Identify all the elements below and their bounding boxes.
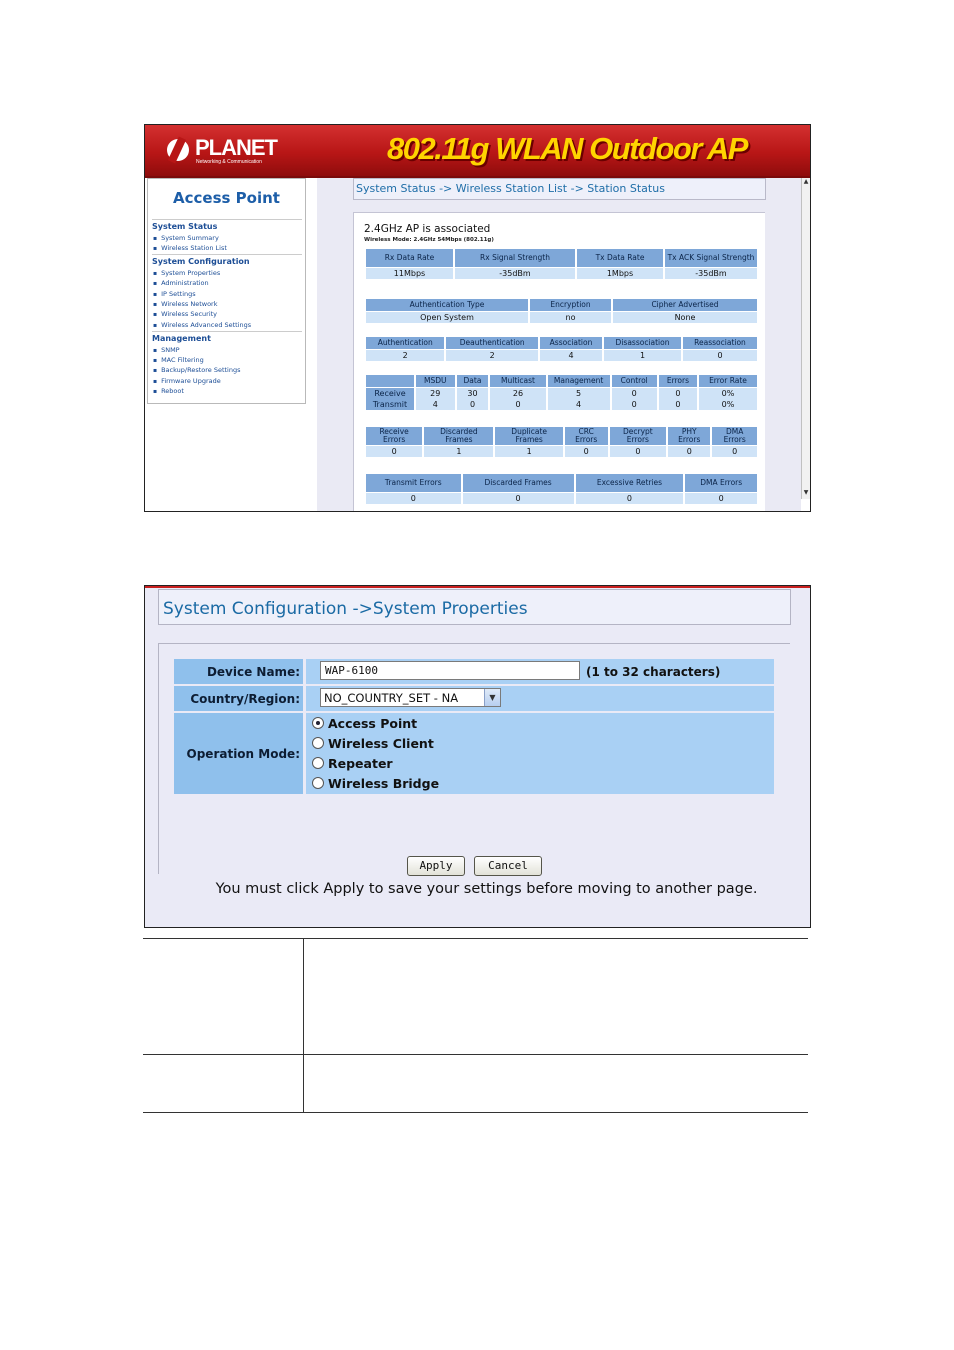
logo-text: PLANET	[195, 135, 277, 160]
divider	[152, 331, 302, 332]
table-cell: 0%	[699, 399, 757, 410]
divider	[303, 938, 304, 1112]
table-cell: 0	[659, 388, 697, 399]
vertical-scrollbar[interactable]	[801, 178, 810, 499]
country-region-cell	[306, 686, 774, 711]
header-msdu: MSDU	[416, 375, 455, 388]
divider	[143, 1112, 808, 1113]
header-encryption: Encryption	[530, 299, 611, 312]
sidebar-item-ip-settings[interactable]: ▪ IP Settings	[153, 290, 196, 298]
header-multicast: Multicast	[490, 375, 545, 388]
table-cell: 26	[490, 388, 545, 399]
header-excessive-retries: Excessive Retries	[576, 474, 684, 493]
value-tx-data-rate: 1Mbps	[577, 268, 663, 279]
country-region-label: Country/Region:	[174, 686, 303, 711]
value-deauthentication: 2	[446, 350, 538, 361]
header-authentication: Authentication	[366, 337, 444, 350]
sidebar-title: Access Point	[173, 189, 280, 207]
product-title: 802.11g WLAN Outdoor AP	[387, 131, 747, 166]
header-banner	[145, 125, 810, 178]
header-control: Control	[612, 375, 657, 388]
table-cell: 0	[565, 446, 608, 457]
radio-wireless-bridge[interactable]	[312, 776, 439, 796]
divider	[145, 586, 810, 588]
table-cell: 0	[659, 399, 697, 410]
receive-errors-table	[364, 427, 759, 457]
option-label: Wireless Bridge	[328, 776, 440, 791]
radio-repeater[interactable]	[312, 756, 393, 776]
apply-button[interactable]: Apply	[407, 856, 465, 876]
breadcrumb: System Configuration ->System Properties	[158, 589, 791, 625]
header-rx-data-rate: Rx Data Rate	[366, 249, 453, 268]
table-cell: 0	[612, 388, 657, 399]
rates-table	[364, 249, 759, 279]
radio-unselected-icon[interactable]	[312, 737, 324, 749]
operation-mode-label: Operation Mode:	[174, 713, 303, 794]
header-association: Association	[540, 337, 602, 350]
table-cell: 0	[366, 446, 422, 457]
sidebar	[147, 178, 306, 404]
device-name-label: Device Name:	[174, 659, 303, 684]
sidebar-item-reboot[interactable]: ▪ Reboot	[153, 387, 184, 395]
header-transmit-errors: Transmit Errors	[366, 474, 461, 493]
table-cell: 4	[416, 399, 455, 410]
sidebar-item-wireless-advanced-settings[interactable]: ▪ Wireless Advanced Settings	[153, 321, 251, 329]
sidebar-heading-system-status[interactable]: System Status	[152, 222, 218, 231]
radio-unselected-icon[interactable]	[312, 777, 324, 789]
value-association: 4	[540, 350, 602, 361]
device-name-input[interactable]	[320, 661, 580, 680]
sidebar-item-firmware-upgrade[interactable]: ▪ Firmware Upgrade	[153, 377, 221, 385]
sidebar-item-snmp[interactable]: ▪ SNMP	[153, 346, 180, 354]
row-label-receive: Receive	[366, 388, 414, 399]
radio-access-point[interactable]	[312, 716, 417, 736]
breadcrumb: System Status -> Wireless Station List -> Station Status	[353, 178, 766, 200]
sidebar-item-mac-filtering[interactable]: ▪ MAC Filtering	[153, 356, 204, 364]
sidebar-item-backup-restore[interactable]: ▪ Backup/Restore Settings	[153, 366, 240, 374]
table-cell: 5	[548, 388, 610, 399]
value-encryption: no	[530, 312, 611, 323]
table-cell: 0	[490, 399, 545, 410]
table-cell: 30	[457, 388, 489, 399]
logo-subtitle: Networking & Communication	[196, 159, 262, 165]
header-discarded-frames: Discarded Frames	[463, 474, 574, 493]
sidebar-item-system-properties[interactable]: ▪ System Properties	[153, 269, 220, 277]
events-table	[364, 337, 759, 361]
divider	[152, 254, 302, 255]
option-label: Wireless Client	[328, 736, 434, 751]
header-decrypt-errors: Decrypt Errors	[610, 427, 667, 446]
chevron-down-icon[interactable]: ▼	[484, 689, 500, 706]
table-row	[366, 399, 757, 410]
table-cell: 0	[685, 493, 757, 504]
option-label: Repeater	[328, 756, 393, 771]
header-management: Management	[548, 375, 610, 388]
transmit-errors-table	[364, 474, 759, 504]
sidebar-item-wireless-station-list[interactable]: ▪ Wireless Station List	[153, 244, 227, 252]
table-cell: 1	[424, 446, 493, 457]
table-cell: 0	[576, 493, 684, 504]
table-cell: 0%	[699, 388, 757, 399]
header-duplicate-frames: Duplicate Frames	[495, 427, 562, 446]
row-label-transmit: Transmit	[366, 399, 414, 410]
radio-wireless-client[interactable]	[312, 736, 434, 756]
device-name-cell	[306, 659, 774, 684]
divider	[152, 219, 302, 220]
value-rx-signal-strength: -35dBm	[455, 268, 575, 279]
cancel-button[interactable]: Cancel	[474, 856, 542, 876]
wireless-mode: Wireless Mode: 2.4GHz 54Mbps (802.11g)	[364, 237, 494, 243]
header-crc-errors: CRC Errors	[565, 427, 608, 446]
header-data: Data	[457, 375, 489, 388]
divider	[143, 1054, 808, 1055]
content-area	[317, 178, 801, 511]
header-authentication-type: Authentication Type	[366, 299, 528, 312]
value-authentication-type: Open System	[366, 312, 528, 323]
country-region-select[interactable]	[320, 688, 501, 707]
frames-table	[364, 375, 759, 410]
sidebar-item-wireless-security[interactable]: ▪ Wireless Security	[153, 310, 217, 318]
header-reassociation: Reassociation	[683, 337, 757, 350]
sidebar-item-administration[interactable]: ▪ Administration	[153, 279, 209, 287]
association-status: 2.4GHz AP is associated	[364, 223, 491, 235]
system-properties-screenshot	[144, 585, 811, 928]
apply-note: You must click Apply to save your settings before moving to another page.	[215, 881, 758, 897]
value-reassociation: 0	[683, 350, 757, 361]
value-authentication: 2	[366, 350, 444, 361]
header-tx-data-rate: Tx Data Rate	[577, 249, 663, 268]
header-disassociation: Disassociation	[604, 337, 681, 350]
header-dma-errors: DMA Errors	[685, 474, 757, 493]
value-cipher-advertised: None	[613, 312, 757, 323]
header-deauthentication: Deauthentication	[446, 337, 538, 350]
table-cell: 29	[416, 388, 455, 399]
scroll-down-icon[interactable]: ▼	[803, 489, 809, 496]
table-cell: 0	[366, 493, 461, 504]
header-receive-errors: Receive Errors	[366, 427, 422, 446]
header-error-rate: Error Rate	[699, 375, 757, 388]
sidebar-heading-system-configuration[interactable]: System Configuration	[152, 257, 250, 266]
value-tx-ack-signal-strength: -35dBm	[665, 268, 757, 279]
table-cell: 0	[610, 446, 667, 457]
table-row	[366, 388, 757, 399]
header-tx-ack-signal-strength: Tx ACK Signal Strength	[665, 249, 757, 268]
table-cell: 0	[457, 399, 489, 410]
header-errors: Errors	[659, 375, 697, 388]
auth-table	[364, 299, 759, 323]
planet-logo-icon	[167, 139, 189, 161]
radio-unselected-icon[interactable]	[312, 757, 324, 769]
value-disassociation: 1	[604, 350, 681, 361]
radio-selected-icon[interactable]	[312, 717, 324, 729]
header-dma-errors: DMA Errors	[712, 427, 757, 446]
sidebar-item-wireless-network[interactable]: ▪ Wireless Network	[153, 300, 217, 308]
header-phy-errors: PHY Errors	[668, 427, 710, 446]
header-rx-signal-strength: Rx Signal Strength	[455, 249, 575, 268]
device-name-hint: (1 to 32 characters)	[586, 665, 721, 679]
option-label: Access Point	[328, 716, 418, 731]
country-region-value: NO_COUNTRY_SET - NA	[324, 691, 459, 705]
scroll-up-icon[interactable]: ▲	[803, 178, 809, 185]
station-status-screenshot	[144, 124, 811, 512]
operation-mode-cell	[306, 713, 774, 794]
header-discarded-frames: Discarded Frames	[424, 427, 493, 446]
table-cell: 0	[668, 446, 710, 457]
header-blank	[366, 375, 414, 388]
table-cell: 0	[712, 446, 757, 457]
header-cipher-advertised: Cipher Advertised	[613, 299, 757, 312]
value-rx-data-rate: 11Mbps	[366, 268, 453, 279]
table-cell: 4	[548, 399, 610, 410]
divider	[143, 938, 808, 939]
table-cell: 1	[495, 446, 562, 457]
sidebar-heading-management[interactable]: Management	[152, 334, 211, 343]
sidebar-item-system-summary[interactable]: ▪ System Summary	[153, 234, 219, 242]
station-status-panel	[353, 212, 765, 512]
system-properties-form	[158, 643, 790, 897]
table-cell: 0	[463, 493, 574, 504]
table-cell: 0	[612, 399, 657, 410]
